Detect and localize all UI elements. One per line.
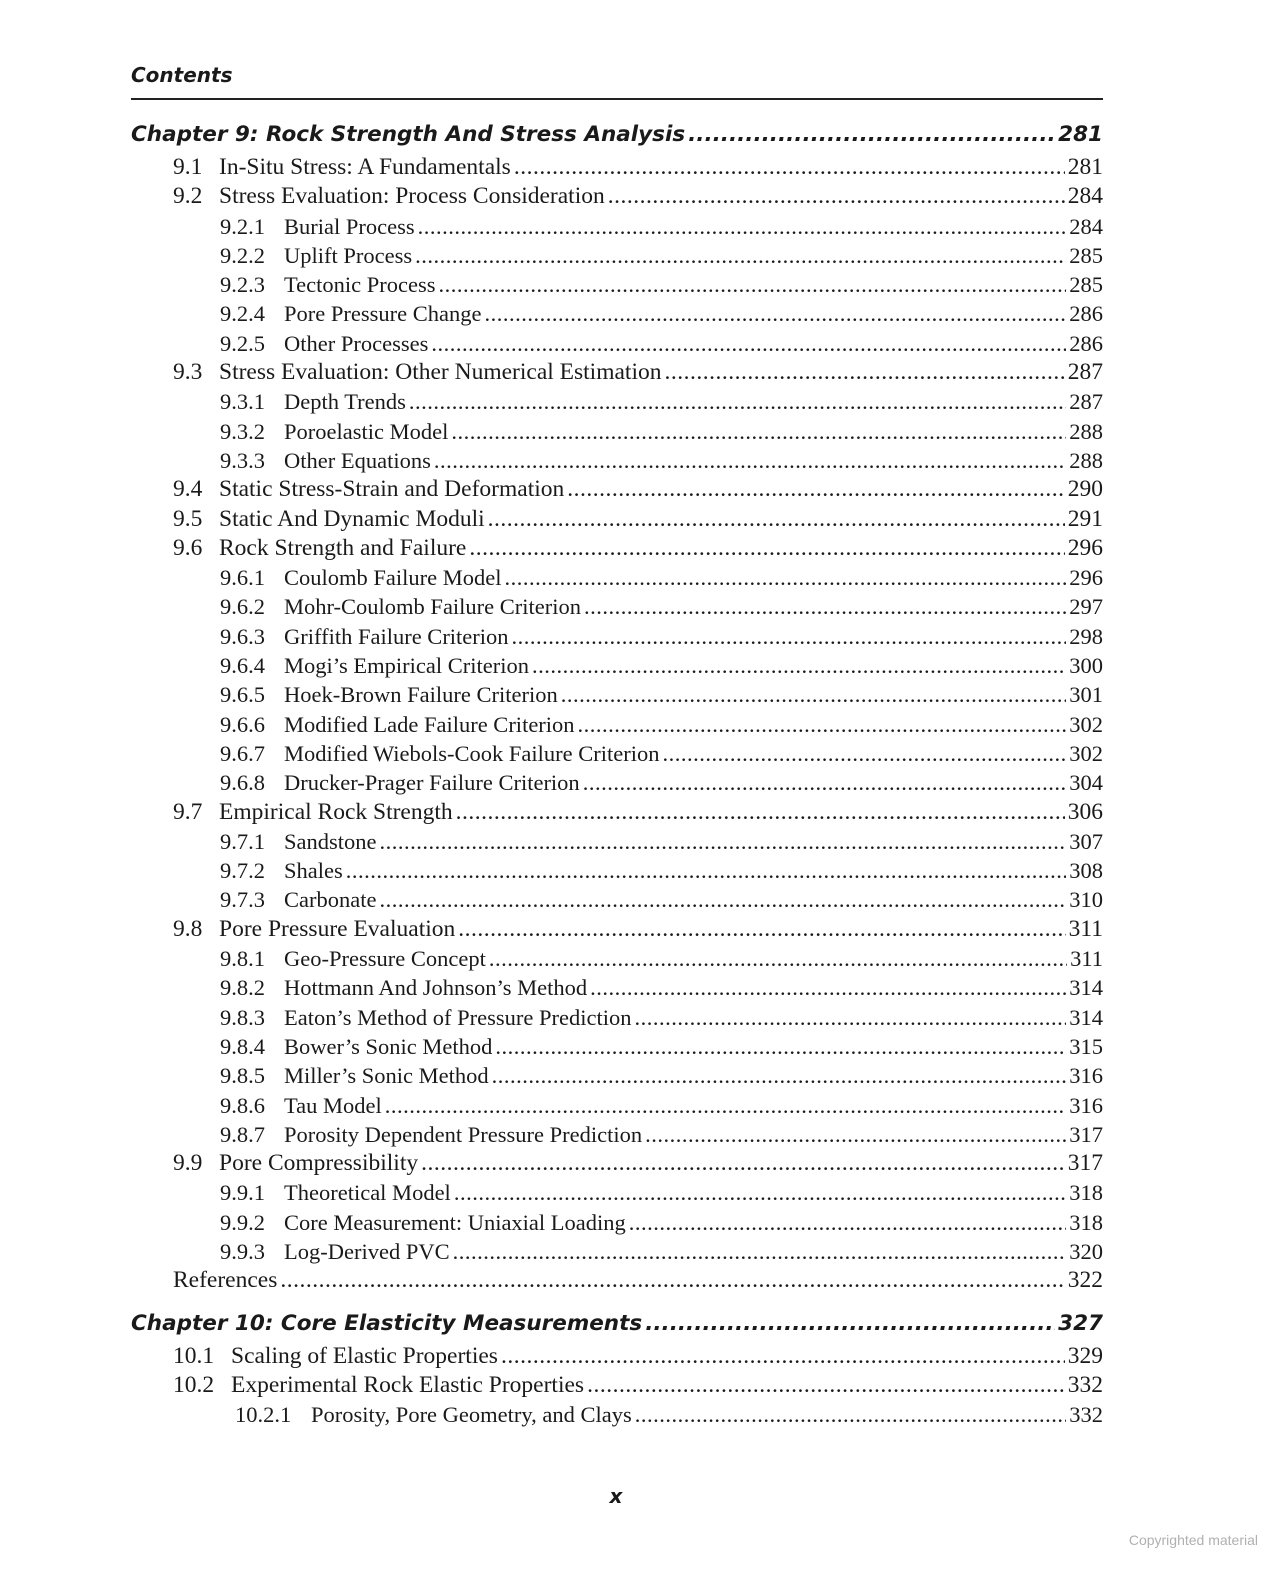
toc-entry-number: 9.6.2 — [220, 594, 265, 620]
toc-entry-number: 9.9.3 — [220, 1238, 265, 1264]
toc-entry-number: 9.4 — [173, 476, 203, 503]
toc-entry-title: Chapter 10: Core Elasticity Measurements — [131, 1310, 643, 1336]
toc-entry-title: Rock Strength and Failure — [219, 534, 467, 561]
toc-page-number: 315 — [1069, 1033, 1103, 1059]
toc-entry-number: 9.6.5 — [220, 682, 265, 708]
toc-page-number: 307 — [1069, 828, 1103, 854]
toc-subsection-entry[interactable] — [131, 680, 1103, 709]
toc-entry-title: Mogi’s Empirical Criterion — [284, 653, 529, 679]
toc-page-number: 285 — [1069, 272, 1103, 298]
toc-page-number: 302 — [1069, 740, 1103, 766]
toc-page-number: 287 — [1067, 359, 1103, 386]
toc-dot-leader — [664, 358, 1064, 387]
toc-page-number: 285 — [1069, 242, 1103, 268]
toc-entry-number: 10.2.1 — [235, 1402, 292, 1428]
toc-subsection-entry[interactable] — [131, 768, 1103, 797]
toc-entry-number: 9.6.3 — [220, 623, 265, 649]
toc-entry-title: Theoretical Model — [284, 1180, 451, 1206]
toc-page-number: 310 — [1069, 887, 1103, 913]
toc-dot-leader — [380, 827, 1067, 856]
toc-entry-title: Modified Lade Failure Criterion — [284, 711, 575, 737]
toc-page-number: 318 — [1069, 1209, 1103, 1235]
toc-entry-number: 9.3.1 — [220, 389, 265, 415]
toc-entry-title: Other Equations — [284, 447, 431, 473]
toc-entry-title: Mohr-Coulomb Failure Criterion — [284, 594, 582, 620]
toc-entry-title: Eaton’s Method of Pressure Prediction — [284, 1004, 632, 1030]
toc-entry-number: 9.3 — [173, 359, 203, 386]
toc-entry-number: 9.6 — [173, 534, 203, 561]
toc-section-entry[interactable] — [131, 475, 1103, 504]
toc-dot-leader — [456, 798, 1065, 827]
toc-subsection-entry[interactable] — [131, 1120, 1103, 1149]
toc-dot-leader — [418, 212, 1067, 241]
toc-entry-number: 9.9.2 — [220, 1209, 265, 1235]
toc-entry-number: 10.2 — [173, 1371, 215, 1398]
toc-page-number: 281 — [1058, 122, 1103, 147]
toc-entry-title: Log-Derived PVC — [284, 1238, 450, 1264]
toc-entry-title: Tectonic Process — [284, 272, 436, 298]
toc-subsection-entry[interactable] — [131, 446, 1103, 475]
toc-dot-leader — [505, 563, 1067, 592]
toc-page-number: 288 — [1069, 418, 1103, 444]
toc-entry-title: Pore Pressure Evaluation — [219, 915, 456, 942]
toc-dot-leader — [346, 856, 1067, 885]
toc-page-number: 288 — [1069, 447, 1103, 473]
toc-page-number: 287 — [1069, 389, 1103, 415]
toc-entry-title: Other Processes — [284, 330, 429, 356]
toc-dot-leader — [532, 651, 1066, 680]
toc-section-entry[interactable] — [131, 505, 1103, 534]
toc-entry-title: Porosity Dependent Pressure Prediction — [284, 1121, 643, 1147]
toc-entry-title: Geo-Pressure Concept — [284, 946, 486, 972]
toc-subsection-entry[interactable] — [131, 1061, 1103, 1090]
toc-entry-title: Experimental Rock Elastic Properties — [231, 1371, 585, 1398]
toc-dot-leader — [458, 915, 1065, 944]
toc-entry-number: 9.3.2 — [220, 418, 265, 444]
toc-entry-number: 9.7 — [173, 798, 203, 825]
toc-page-number: 291 — [1067, 505, 1103, 532]
toc-entry-title: Pore Pressure Change — [284, 301, 482, 327]
toc-subsection-entry[interactable] — [131, 1091, 1103, 1120]
toc-entry-title: Shales — [284, 858, 343, 884]
toc-subsection-entry[interactable] — [131, 1178, 1103, 1207]
toc-page-number: 302 — [1069, 711, 1103, 737]
toc-entry-number: 9.7.3 — [220, 887, 265, 913]
toc-page-number: 327 — [1058, 1310, 1103, 1336]
toc-entry-number: 9.6.7 — [220, 740, 265, 766]
toc-dot-leader — [431, 329, 1066, 358]
toc-entry-number: 9.8.7 — [220, 1121, 265, 1147]
toc-dot-leader — [280, 1266, 1064, 1295]
toc-entry-title: Poroelastic Model — [284, 418, 449, 444]
toc-dot-leader — [453, 1237, 1067, 1266]
toc-page-number: 316 — [1069, 1092, 1103, 1118]
toc-subsection-entry[interactable] — [131, 329, 1103, 358]
toc-page-number: 298 — [1069, 623, 1103, 649]
toc-entry-title: Static And Dynamic Moduli — [219, 505, 485, 532]
toc-dot-leader — [454, 1178, 1066, 1207]
toc-entry-number: 9.6.6 — [220, 711, 265, 737]
toc-entry-title: Chapter 9: Rock Strength And Stress Analysis — [131, 122, 686, 147]
toc-entry-number: 9.6.4 — [220, 653, 265, 679]
toc-subsection-entry[interactable] — [131, 651, 1103, 680]
toc-entry-title: Core Measurement: Uniaxial Loading — [284, 1209, 626, 1235]
toc-dot-leader — [587, 1371, 1065, 1400]
toc-dot-leader — [578, 710, 1067, 739]
toc-dot-leader — [512, 622, 1067, 651]
toc-page-number: 281 — [1067, 154, 1103, 180]
toc-dot-leader — [489, 944, 1067, 973]
toc-entry-number: 9.9.1 — [220, 1180, 265, 1206]
toc-section-entry[interactable] — [131, 182, 1103, 211]
toc-entry-number: 9.6.1 — [220, 565, 265, 591]
toc-entry-number: 9.2.1 — [220, 213, 265, 239]
toc-subsection-entry[interactable] — [131, 622, 1103, 651]
toc-entry-number: 9.7.1 — [220, 828, 265, 854]
toc-entry-title: Sandstone — [284, 828, 377, 854]
toc-entry-title: Bower’s Sonic Method — [284, 1033, 493, 1059]
toc-subsection-entry[interactable] — [131, 387, 1103, 416]
toc-references-entry[interactable] — [131, 1266, 1103, 1295]
toc-page-number: 314 — [1069, 1004, 1103, 1030]
toc-page-number: 284 — [1067, 183, 1103, 210]
toc-entry-number: 9.9 — [173, 1150, 203, 1177]
toc-chapter-entry[interactable] — [131, 117, 1103, 153]
toc-page-number: 286 — [1069, 301, 1103, 327]
toc-page-number: 332 — [1067, 1371, 1103, 1398]
toc-subsection-entry[interactable] — [131, 973, 1103, 1002]
toc-dot-leader — [451, 417, 1066, 446]
toc-dot-leader — [409, 387, 1066, 416]
toc-dot-leader — [492, 1061, 1067, 1090]
toc-page-number: 317 — [1069, 1121, 1103, 1147]
toc-entry-number: 9.2.3 — [220, 272, 265, 298]
toc-section-entry[interactable] — [131, 534, 1103, 563]
toc-entry-number: 9.5 — [173, 505, 203, 532]
toc-subsection-entry[interactable] — [131, 299, 1103, 328]
toc-dot-leader — [663, 739, 1067, 768]
toc-dot-leader — [439, 270, 1067, 299]
toc-dot-leader — [514, 153, 1065, 182]
toc-page-number: 286 — [1069, 330, 1103, 356]
toc-subsection-entry[interactable] — [131, 1237, 1103, 1266]
toc-page-number: 304 — [1069, 770, 1103, 796]
toc-dot-leader — [629, 1208, 1066, 1237]
toc-entry-title: Hottmann And Johnson’s Method — [284, 975, 588, 1001]
toc-section-entry[interactable] — [131, 798, 1103, 827]
toc-chapter-entry[interactable] — [131, 1306, 1103, 1342]
toc-page-number: 301 — [1069, 682, 1103, 708]
toc-page-number: 296 — [1067, 534, 1103, 561]
toc-entry-number: 9.2.4 — [220, 301, 265, 327]
toc-section-entry[interactable] — [131, 1371, 1103, 1400]
toc-subsection-entry[interactable] — [131, 885, 1103, 914]
toc-entry-title: Stress Evaluation: Process Consideration — [219, 183, 605, 210]
toc-dot-leader — [635, 1400, 1066, 1429]
running-header: Contents — [131, 63, 233, 87]
toc-entry-title: Uplift Process — [284, 242, 413, 268]
toc-subsection-entry[interactable] — [131, 1208, 1103, 1237]
toc-entry-title: Stress Evaluation: Other Numerical Estimation — [219, 359, 662, 386]
toc-subsection-entry[interactable] — [131, 710, 1103, 739]
toc-page-number: 332 — [1069, 1402, 1103, 1428]
table-of-contents — [131, 117, 1103, 1429]
toc-section-entry[interactable] — [131, 1149, 1103, 1178]
header-rule — [131, 98, 1103, 100]
toc-dot-leader — [608, 182, 1065, 211]
toc-entry-number: 9.8.4 — [220, 1033, 265, 1059]
toc-entry-number: 9.1 — [173, 154, 203, 180]
toc-entry-number: 9.8.6 — [220, 1092, 265, 1118]
toc-dot-leader — [379, 885, 1066, 914]
toc-dot-leader — [434, 446, 1066, 475]
toc-page-number: 306 — [1067, 798, 1103, 825]
toc-page-number: 308 — [1069, 858, 1103, 884]
toc-page-number: 320 — [1069, 1238, 1103, 1264]
toc-section-entry[interactable] — [131, 153, 1103, 182]
toc-page-number: 297 — [1069, 594, 1103, 620]
toc-subsection-entry[interactable] — [131, 739, 1103, 768]
toc-dot-leader — [590, 973, 1066, 1002]
toc-entry-title: Static Stress-Strain and Deformation — [219, 476, 565, 503]
toc-dot-leader — [561, 680, 1067, 709]
toc-subsection-entry[interactable] — [131, 1032, 1103, 1061]
toc-entry-title: Scaling of Elastic Properties — [231, 1342, 498, 1369]
toc-entry-title: Coulomb Failure Model — [284, 565, 502, 591]
toc-subsection-entry[interactable] — [131, 944, 1103, 973]
toc-dot-leader — [385, 1091, 1066, 1120]
toc-entry-title: Modified Wiebols-Cook Failure Criterion — [284, 740, 660, 766]
toc-page-number: 311 — [1070, 946, 1103, 972]
toc-entry-number: 9.8.1 — [220, 946, 265, 972]
toc-entry-title: Hoek-Brown Failure Criterion — [284, 682, 558, 708]
toc-subsection-entry[interactable] — [131, 270, 1103, 299]
toc-subsection-entry[interactable] — [131, 241, 1103, 270]
toc-page-number: 329 — [1067, 1342, 1103, 1369]
toc-section-entry[interactable] — [131, 1342, 1103, 1371]
toc-entry-title: Depth Trends — [284, 389, 406, 415]
toc-dot-leader — [567, 475, 1065, 504]
toc-section-entry[interactable] — [131, 358, 1103, 387]
toc-subsection-entry[interactable] — [131, 563, 1103, 592]
toc-dot-leader — [421, 1149, 1065, 1178]
toc-subsection-entry[interactable] — [131, 417, 1103, 446]
toc-dot-leader — [501, 1342, 1065, 1371]
toc-dot-leader — [645, 1120, 1066, 1149]
toc-subsection-entry[interactable] — [131, 1400, 1103, 1429]
toc-dot-leader — [484, 299, 1066, 328]
toc-entry-number: 9.8.2 — [220, 975, 265, 1001]
toc-dot-leader — [584, 592, 1066, 621]
toc-page-number: 290 — [1067, 476, 1103, 503]
toc-dot-leader — [495, 1032, 1066, 1061]
toc-entry-number: 10.1 — [173, 1342, 215, 1369]
toc-entry-title: Porosity, Pore Geometry, and Clays — [311, 1402, 632, 1428]
toc-entry-title: Griffith Failure Criterion — [284, 623, 509, 649]
toc-subsection-entry[interactable] — [131, 1003, 1103, 1032]
toc-subsection-entry[interactable] — [131, 592, 1103, 621]
toc-entry-number: 9.3.3 — [220, 447, 265, 473]
toc-entry-title: In-Situ Stress: A Fundamentals — [219, 154, 511, 180]
toc-entry-title: Drucker-Prager Failure Criterion — [284, 770, 580, 796]
toc-entry-title: Pore Compressibility — [219, 1150, 419, 1177]
toc-entry-title: Burial Process — [284, 213, 415, 239]
toc-subsection-entry[interactable] — [131, 827, 1103, 856]
toc-dot-leader — [688, 117, 1055, 153]
toc-page-number: 318 — [1069, 1180, 1103, 1206]
toc-page-number: 316 — [1069, 1063, 1103, 1089]
toc-dot-leader — [583, 768, 1067, 797]
toc-entry-number: 9.2.2 — [220, 242, 265, 268]
toc-dot-leader — [645, 1306, 1055, 1342]
copyright-watermark: Copyrighted material — [1128, 1532, 1258, 1548]
toc-section-entry[interactable] — [131, 915, 1103, 944]
toc-dot-leader — [634, 1003, 1066, 1032]
toc-page-number: 322 — [1067, 1267, 1103, 1294]
toc-entry-title: Tau Model — [284, 1092, 382, 1118]
toc-page-number: 300 — [1069, 653, 1103, 679]
toc-entry-number: 9.8.5 — [220, 1063, 265, 1089]
toc-entry-title: Carbonate — [284, 887, 377, 913]
toc-page-number: 317 — [1067, 1150, 1103, 1177]
toc-dot-leader — [469, 534, 1064, 563]
toc-entry-number: 9.8 — [173, 915, 203, 942]
toc-page-number: 296 — [1069, 565, 1103, 591]
toc-page-number: 311 — [1068, 915, 1103, 942]
toc-page-number: 314 — [1069, 975, 1103, 1001]
toc-entry-title: References — [173, 1267, 278, 1294]
toc-entry-number: 9.2 — [173, 183, 203, 210]
toc-entry-number: 9.6.8 — [220, 770, 265, 796]
toc-subsection-entry[interactable] — [131, 212, 1103, 241]
toc-page-number: 284 — [1069, 213, 1103, 239]
toc-subsection-entry[interactable] — [131, 856, 1103, 885]
toc-entry-title: Miller’s Sonic Method — [284, 1063, 489, 1089]
toc-entry-number: 9.7.2 — [220, 858, 265, 884]
toc-entry-number: 9.8.3 — [220, 1004, 265, 1030]
toc-entry-title: Empirical Rock Strength — [219, 798, 453, 825]
page-folio: x — [609, 1484, 623, 1508]
toc-dot-leader — [415, 241, 1066, 270]
toc-entry-number: 9.2.5 — [220, 330, 265, 356]
toc-dot-leader — [488, 505, 1065, 534]
